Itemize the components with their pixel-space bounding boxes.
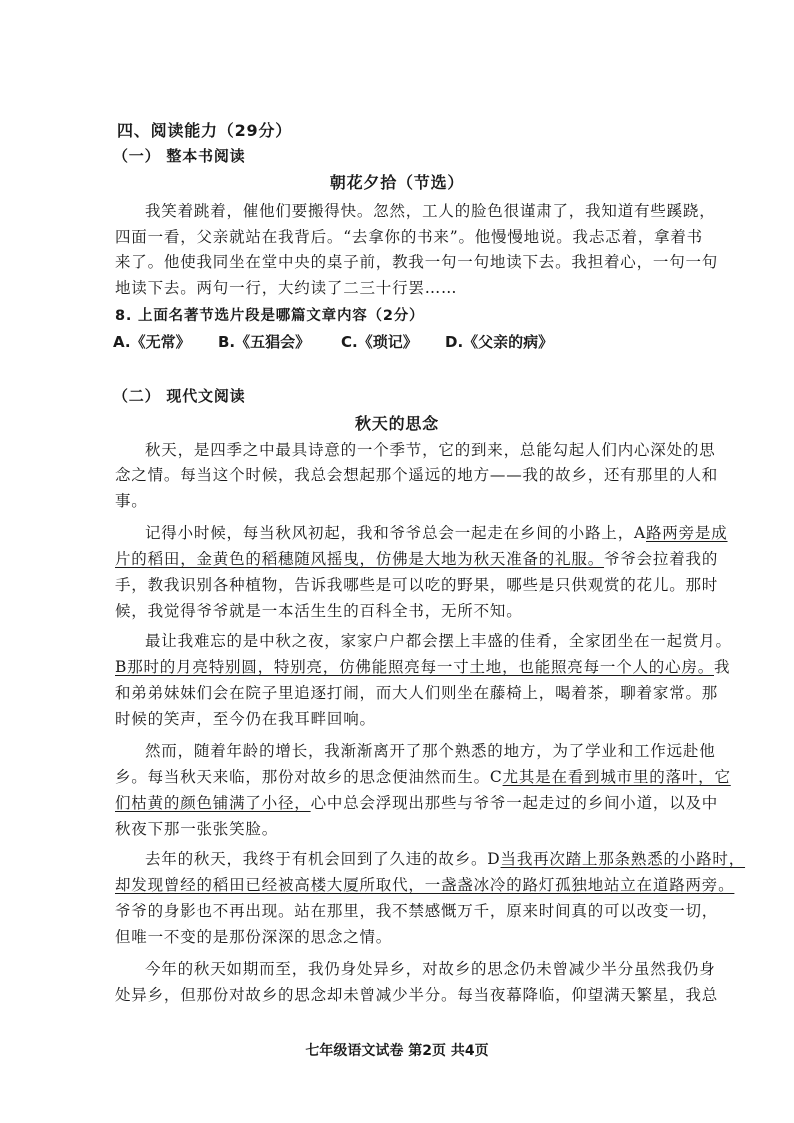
- p4-line: [115, 765, 731, 787]
- p5-line: 爷爷的身影也不再出现。站在那里，我不禁感慨万千，原来时间真的可以改变一切，: [115, 902, 719, 920]
- part1-line: 四面一看，父亲就站在我背后。“去拿你的书来”。他慢慢地说。我忐忑着，拿着书: [115, 228, 703, 246]
- option-d: D.《父亲的病》: [445, 333, 554, 351]
- section-title: 四、阅读能力（29分）: [117, 121, 293, 140]
- underlined-sentence-c: 们枯黄的颜色铺满了小径，: [115, 794, 311, 812]
- underlined-sentence-a: 片的稻田，金黄色的稻穗随风摇曳，仿佛是大地为秋天准备的礼服。: [115, 550, 605, 568]
- p1-line: 秋天，是四季之中最具诗意的一个季节，它的到来，总能勾起人们内心深处的思: [145, 441, 716, 459]
- part2-heading: （二） 现代文阅读: [113, 387, 246, 405]
- part1-line: 地读下去。两句一行，大约读了二三十行罢……: [115, 279, 458, 297]
- underlined-sentence-c: 尤其是在看到城市里的落叶，它: [502, 768, 731, 786]
- p4-text: 乡。每当秋天来临，那份对故乡的思念便油然而生。C: [115, 768, 503, 786]
- p5-line: 但唯一不变的是那份深深的思念之情。: [115, 928, 393, 946]
- p1-line: 念之情。每当这个时候，我总会想起那个遥远的地方——我的故乡，还有那里的人和: [115, 466, 719, 484]
- p2-line: 手，教我识别各种植物，告诉我哪些是可以吃的野果，哪些是只供观赏的花儿。那时: [115, 576, 719, 594]
- underlined-sentence-d: 当我再次踏上那条熟悉的小路时，: [500, 850, 746, 868]
- p2-text: 记得小时候，每当秋风初起，我和爷爷总会一起走在乡间的小路上，A: [145, 524, 646, 542]
- p2-line: [115, 547, 718, 569]
- p3-text: 我: [714, 658, 731, 676]
- p2-line: 候，我觉得爷爷就是一本活生生的百科全书，无所不知。: [115, 602, 523, 620]
- p3-line: [115, 655, 730, 677]
- p2-line: [145, 521, 728, 543]
- part1-passage-title: 朝花夕拾（节选）: [329, 173, 465, 192]
- underlined-sentence-b: B那时的月亮特别圆，特别亮，仿佛能照亮每一寸土地，也能照亮每一个人的心房。: [115, 658, 714, 676]
- option-b: B.《五猖会》: [218, 333, 311, 351]
- option-a: A.《无常》: [113, 333, 191, 351]
- p4-line: 然而，随着年龄的增长，我渐渐离开了那个熟悉的地方，为了学业和工作远赴他: [145, 742, 716, 760]
- underlined-sentence-a: 路两旁是成: [646, 524, 728, 542]
- p6-line: 处异乡，但那份对故乡的思念却未曾减少半分。每当夜幕降临，仰望满天繁星，我总: [115, 986, 719, 1004]
- p4-line: [115, 791, 718, 813]
- p3-line: 最让我难忘的是中秋之夜，家家户户都会摆上丰盛的佳肴，全家团坐在一起赏月。: [145, 632, 732, 650]
- p5-line: [145, 847, 745, 869]
- p4-text: 心中总会浮现出那些与爷爷一起走过的乡间小道，以及中: [310, 794, 719, 812]
- p5-text: 去年的秋天，我终于有机会回到了久违的故乡。D: [145, 850, 501, 868]
- p1-line: 事。: [115, 492, 148, 510]
- option-c: C.《琐记》: [341, 333, 418, 351]
- part2-passage-title: 秋天的思念: [354, 414, 439, 433]
- part1-heading: （一） 整本书阅读: [113, 147, 246, 165]
- p5-line: [115, 873, 734, 895]
- p3-line: 时候的笑声，至今仍在我耳畔回响。: [115, 710, 376, 728]
- p2-text: 爷爷会拉着我的: [604, 550, 719, 568]
- part1-line: 来了。他使我同坐在堂中央的桌子前，教我一句一句地读下去。我担着心，一句一句: [115, 253, 719, 271]
- underlined-sentence-d: 却发现曾经的稻田已经被高楼大厦所取代，一盏盏冰冷的路灯孤独地站立在道路两旁。: [115, 876, 735, 894]
- question-8: 8. 上面名著节选片段是哪篇文章内容（2分）: [115, 308, 425, 324]
- p6-line: 今年的秋天如期而至，我仍身处异乡，对故乡的思念仍未曾减少半分虽然我仍身: [145, 960, 716, 978]
- part1-line: 我笑着跳着，催他们要搬得快。忽然，工人的脸色很谨肃了，我知道有些蹊跷，: [145, 202, 716, 220]
- p4-line: 秋夜下那一张张笑脸。: [115, 820, 279, 838]
- p3-line: 和弟弟妹妹们会在院子里追逐打闹，而大人们则坐在藤椅上，喝着茶，聊着家常。那: [115, 684, 719, 702]
- page-footer: 七年级语文试卷 第2页 共4页: [305, 1043, 489, 1059]
